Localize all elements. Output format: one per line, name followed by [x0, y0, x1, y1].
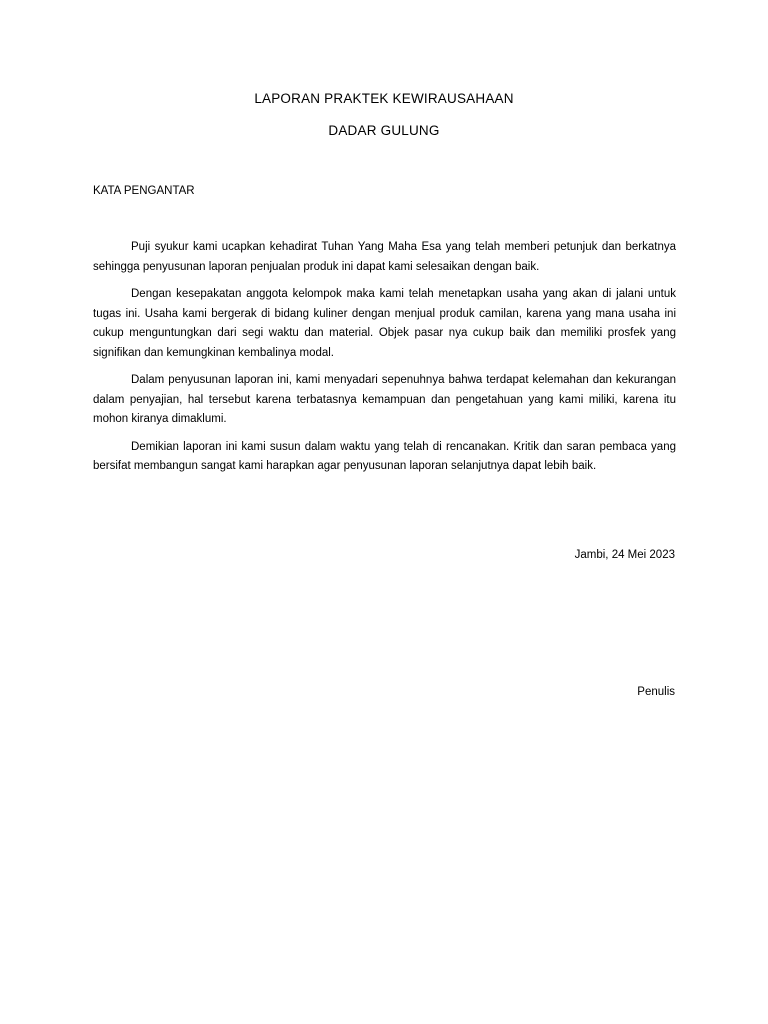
- paragraph: Puji syukur kami ucapkan kehadirat Tuhan Yang Maha Esa yang telah memberi petunjuk dan berkatnya sehingga penyusunan laporan penjualan produk ini dapat kami selesaikan dengan baik.: [93, 241, 676, 273]
- signer-label: Penulis: [637, 686, 675, 698]
- document-subtitle: DADAR GULUNG: [328, 123, 440, 138]
- body-text: [93, 238, 676, 485]
- paragraph: Dalam penyusunan laporan ini, kami menyadari sepenuhnya bahwa terdapat kelemahan dan kekurangan dalam penyajian, hal tersebut karena terbatasnya kemampuan dan pengetahuan yang kami miliki, karena itu mohon kiranya dimaklumi.: [93, 374, 676, 425]
- section-heading: KATA PENGANTAR: [93, 185, 195, 197]
- place-date: Jambi, 24 Mei 2023: [574, 549, 675, 561]
- paragraph: Demikian laporan ini kami susun dalam waktu yang telah di rencanakan. Kritik dan saran pembaca yang bersifat membangun sangat kami harapkan agar penyusunan laporan selanjutnya dapat lebih baik.: [93, 440, 676, 472]
- document-title: LAPORAN PRAKTEK KEWIRAUSAHAAN: [254, 91, 514, 106]
- paragraph: Dengan kesepakatan anggota kelompok maka kami telah menetapkan usaha yang akan di jalani untuk tugas ini. Usaha kami bergerak di bidang kuliner dengan menjual produk camilan, karena yang mana usaha ini cukup menguntungkan dari segi waktu dan material. Objek pasar nya cukup baik dan memiliki prosfek yang signifikan dan kemungkinan kembalinya modal.: [93, 288, 676, 359]
